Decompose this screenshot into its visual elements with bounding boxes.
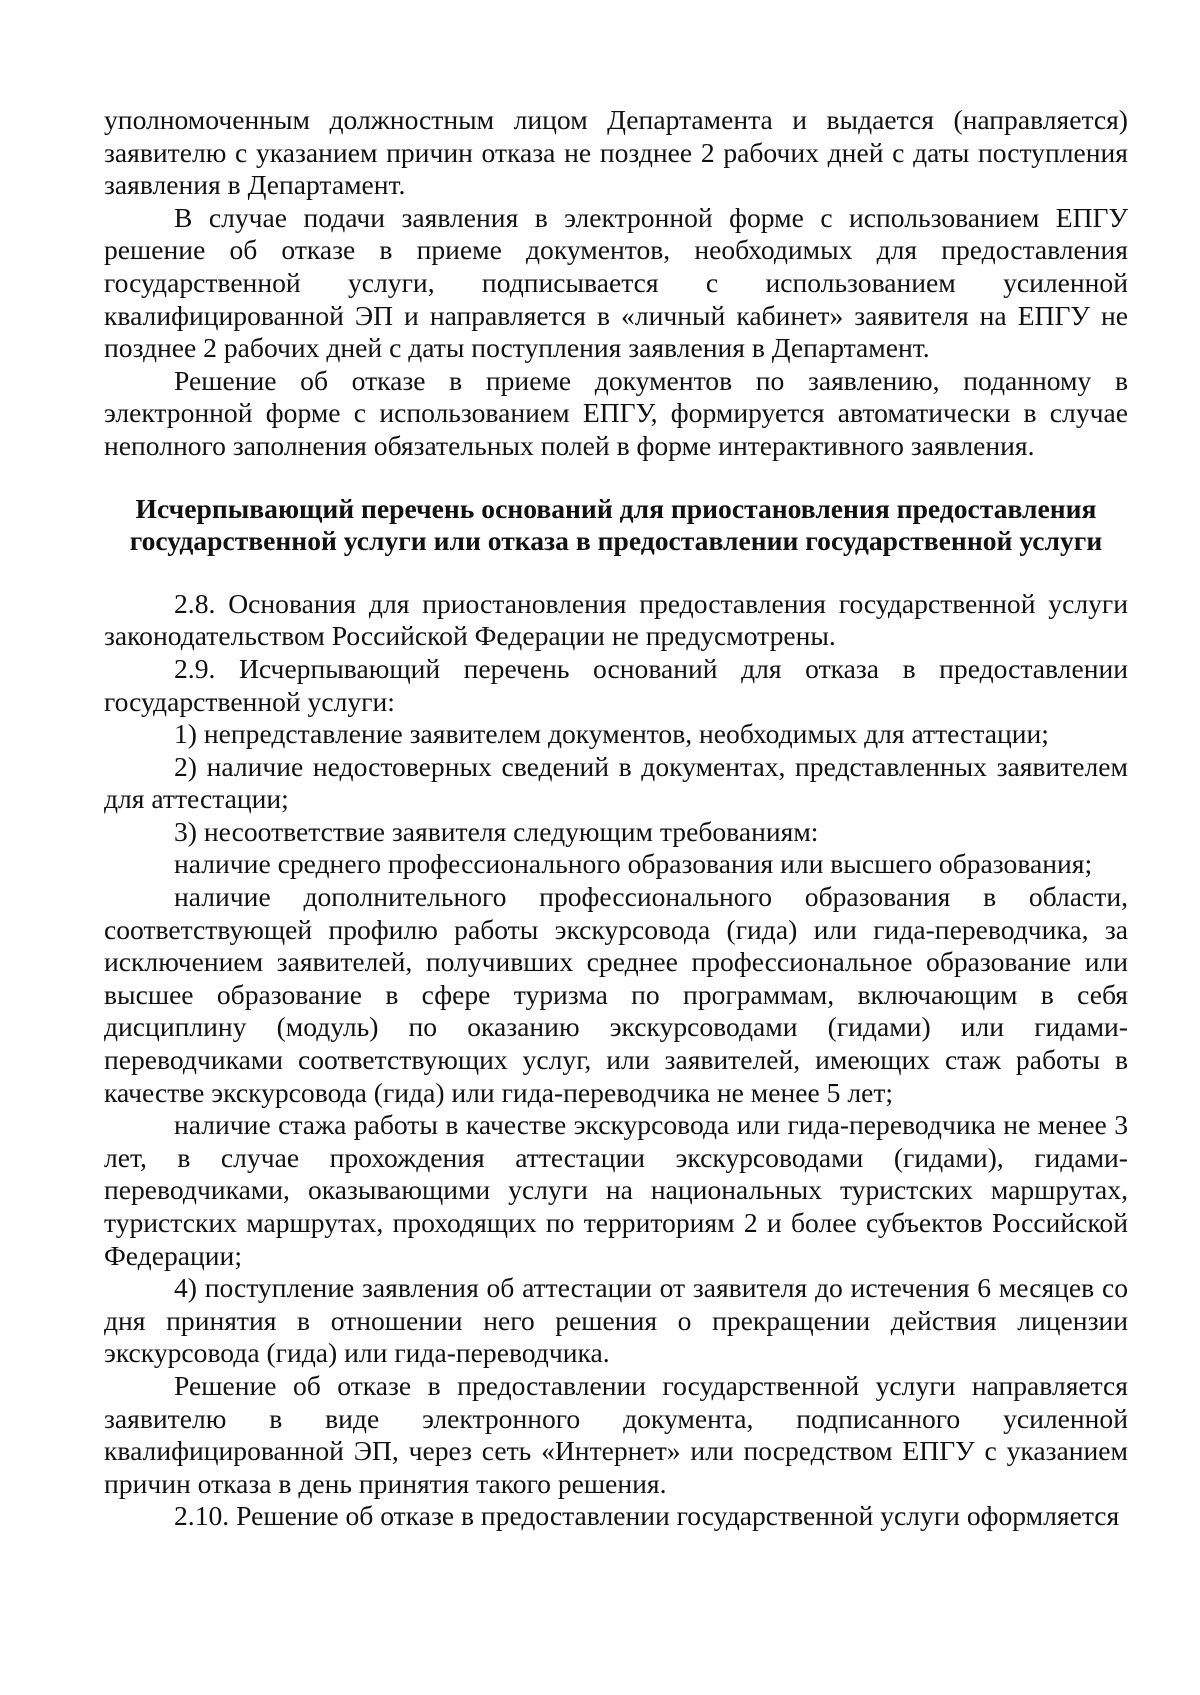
document-page <box>104 104 1128 1533</box>
paragraphs-before <box>104 104 1128 463</box>
requirement-item: наличие дополнительного профессионального образования в области, соответствующей профилю работы экскурсовода (гида) или гида-переводчика, за исключением заявителей, получивших среднее профессиональное образование или высшее образование в сфере туризма по программам, включающим в себя дисциплину (модуль) по оказанию экскурсоводами (гидами) или гидами-переводчиками соответствующих услуг, или заявителей, имеющих стаж работы в качестве экскурсовода (гида) или гида-переводчика не менее 5 лет; <box>104 881 1128 1108</box>
paragraph: уполномоченным должностным лицом Департамента и выдается (направляется) заявителю с указанием причин отказа не позднее 2 рабочих дней с даты поступления заявления в Департамент. <box>104 104 1128 201</box>
paragraph: Решение об отказе в предоставлении государственной услуги направляется заявителю в виде электронного документа, подписанного усиленной квалифицированной ЭП, через сеть «Интернет» или посредством ЕПГУ с указанием причин отказа в день принятия такого решения. <box>104 1369 1128 1499</box>
section-heading-line: государственной услуги или отказа в предоставлении государственной услуги <box>129 525 1103 557</box>
list-item: 1) непредставление заявителем документов, необходимых для аттестации; <box>174 718 1049 750</box>
list-item: 4) поступление заявления об аттестации от заявителя до истечения 6 месяцев со дня принятия в отношении него решения о прекращении действия лицензии экскурсовода (гида) или гида-переводчика. <box>104 1272 1128 1369</box>
paragraph: 2.8. Основания для приостановления предоставления государственной услуги законодательством Российской Федерации не предусмотрены. <box>104 587 1128 652</box>
section-heading-line: Исчерпывающий перечень оснований для приостановления предоставления <box>135 492 1097 524</box>
paragraph: 2.10. Решение об отказе в предоставлении государственной услуги оформляется <box>174 1500 1120 1532</box>
paragraph: В случае подачи заявления в электронной форме с использованием ЕПГУ решение об отказе в приеме документов, необходимых для предоставления государственной услуги, подписывается с использованием усиленной квалифицированной ЭП и направляется в «личный кабинет» заявителя на ЕПГУ не позднее 2 рабочих дней с даты поступления заявления в Департамент. <box>104 201 1128 364</box>
paragraphs-after <box>104 588 1128 1533</box>
list-item: 2) наличие недостоверных сведений в документах, представленных заявителем для аттестации; <box>104 750 1128 815</box>
section-heading <box>104 493 1128 558</box>
requirement-item: наличие среднего профессионального образования или высшего образования; <box>174 848 1093 880</box>
paragraph: Решение об отказе в приеме документов по заявлению, поданному в электронной форме с использованием ЕПГУ, формируется автоматически в случае неполного заполнения обязательных полей в форме интерактивного заявления. <box>104 364 1128 461</box>
requirement-item: наличие стажа работы в качестве экскурсовода или гида-переводчика не менее 3 лет, в случае прохождения аттестации экскурсоводами (гидами), гидами-переводчиками, оказывающими услуги на национальных туристских маршрутах, туристских маршрутах, проходящих по территориям 2 и более субъектов Российской Федерации; <box>104 1109 1128 1271</box>
list-item: 3) несоответствие заявителя следующим требованиям: <box>174 815 819 847</box>
paragraph: 2.9. Исчерпывающий перечень оснований для отказа в предоставлении государственной услуги: <box>104 652 1128 717</box>
